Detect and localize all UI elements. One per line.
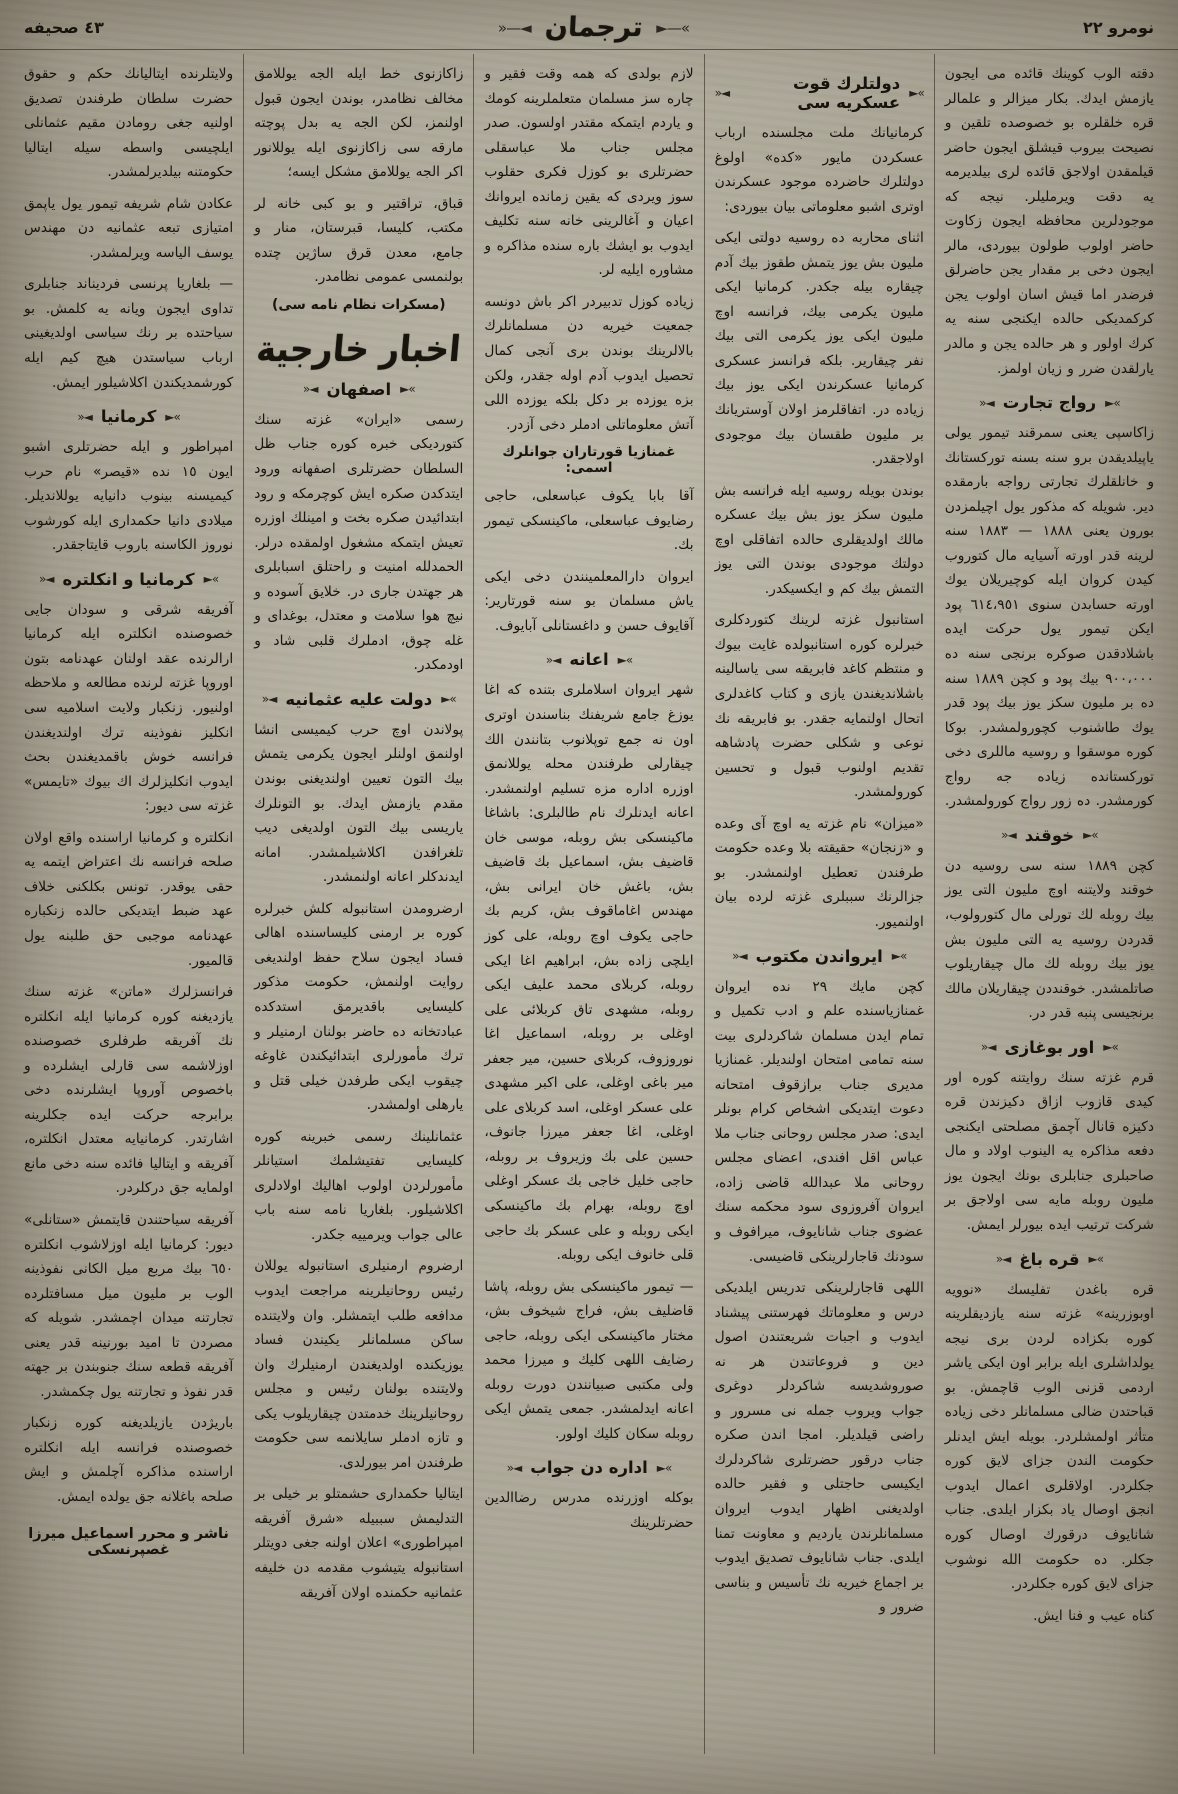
column-5 (14, 54, 243, 1754)
heading-ornament-right-icon: »► (400, 382, 415, 397)
centered-note: غمنازيا قورتاران جوانلرك اسمى: (502, 444, 676, 477)
section-heading-text: اداره دن جواب (530, 1458, 648, 1478)
section-heading-text: رواج تجارت (1002, 393, 1097, 413)
paragraph: امپراطور و ايله حضرتلرى اشبو ايون ١٥ نده «قيصر» نام حرب كيميسنه بينوب دانيايه يوللانديلر. ميلادى دانيا حكمدارى ايله كورشوب نوروز الكاسنه باروب قايتاجقدر. (23, 439, 234, 554)
paragraph: كناه عيب و فنا ايش. (1033, 1607, 1154, 1624)
paragraph: باريژدن يازيلديغنه كوره زنكبار خصوصنده فرانسه ايله انكلتره اراسنده مذاكره آچلمش و ايش صلحه باغلانه جق يولده ايمش. (23, 1415, 234, 1505)
page-header (0, 0, 1178, 50)
paragraph: كرمانيانك ملت مجلسنده ارباب عسكردن مايور «كده» اولوغ دولتلرك حاضرده موجود عسكرندن اوترى اشبو معلوماتى بيان بيوردى: (714, 125, 924, 215)
section-heading-text: اعانه (569, 650, 609, 670)
heading-ornament-right-icon: »► (441, 692, 456, 707)
paragraph: لازم بولدى كه همه وقت فقير و چاره سز مسلمان متعلملرينه كومك و ياردم ايتمكه مقتدر اولسون. صدر مجلس جناب ملا عباسقلى حضرتلرى بو كوزل فكرى حقلوب سوز ويردى كه يقين زمانده ايروانك اعيان و آغالرينى خانه سنه تكليف ايدوب بو ايشك باره سنده مذاكره و مشاوره ايليه لر. (484, 66, 694, 279)
paragraph: ايتاليا حكمدارى حشمتلو بر خيلى بر التدليمش سببيله «شرق آفريقه امپراطورى» اعلان اولنه جغى دويتلر استانبوله يتيشوب مقدمه دن خليفه عثمانيه حكمنده اولان آفريقه (254, 1486, 464, 1601)
paragraph: ولايتلرنده ايتاليانك حكم و حقوق حضرت سلطان طرفندن تصديق اولنيه جغى رومادن مقيم عثمانلى ايلچيسى واسطه سيله ايتاليا حكومتنه بيلديرلمشدر. (23, 66, 234, 181)
column-1 (934, 54, 1164, 1754)
heading-ornament-right-icon: »► (891, 949, 907, 963)
paragraph: اثناى محاربه ده روسيه دولتى ايكى مليون بش يوز يتمش طقوز بيك آدم چيقاره بيله جكدر. كرمانيا ايكى مليون يكرمى بيك، فرانسه اوچ مليون ايكى يوز يكرمى التى بيك نفر چيقارير. بلكه فرانسز عسكرى كرمانيا عسكرندن ايكى يوز بيك زياده در. اتفاقلرمز اولان آوستريانك بر مليون طقسان بيك موجودى اولاجقدر. (714, 230, 924, 468)
heading-ornament-right-icon: »► (1088, 1252, 1104, 1267)
paragraph: استانبول غزته لرينك كتوردكلرى خبرلره كوره استانبولده غايت بيوك و منتظم كاغد فابريقه سى ياسالينه باشلانديغندن يازى و كتاب كاغدلرى اتحال اولنمايه جقدر. بو فابريقه نك نوعى و شكلى حضرت پادشاهه تقديم اولنوب قبول و تحسين كورولمشدر. (714, 612, 924, 801)
paragraph: — تيمور ماكينسكى بش روبله، پاشا قاضليف بش، فراج شيخوف بش، مختار ماكينسكى ايكى روبله، حاجى رضايف اللهى كليك و ميرزا محمد ولى مكتبى صبيانندن دورت روبله اعانه ايدلمشدر. جمعى يتمش ايكى روبله سكان كليك اولور. (484, 1278, 694, 1442)
heading-ornament-left-icon: ◄« (995, 1252, 1011, 1267)
section-heading-text: كرمانيا و انكلتره (62, 569, 195, 589)
section-heading-text: ايرواندن مكتوب (755, 946, 883, 966)
paragraph: قباق، تراقتير و بو كبى خانه لر مكتب، كليسا، قبرستان، منار و جامع، معدن قرق ساژين چتده بولنمسى عمومى نظامدر. (254, 195, 464, 286)
heading-ornament-left-icon: ◄« (545, 652, 561, 667)
section-heading (254, 380, 463, 399)
masthead (498, 12, 689, 43)
section-heading (945, 1250, 1154, 1269)
masthead-title: ترجمان (543, 12, 644, 43)
heading-ornament-right-icon: »► (165, 409, 180, 424)
paragraph: بوكله اوزرنده مدرس رضاالدين حضرتلرينك (484, 1490, 694, 1531)
heading-ornament-left-icon: ◄« (38, 572, 54, 587)
paragraph: زاكاسپى يعنى سمرقند تيمور يولى ياپيلديقدن برو سنه بسنه توركستانك و خانلقلرك تجارتى رواجه بارمقده دير. شويله كه مذكور يول اچيلمزدن بورون يعنى ١٨٨٨ — ١٨٨٣ سنه لرينه قدر اورته آسيايه مال كتوروب كيدن كروان ايله كوچيريلان يوك اورته حسابدن سنوى ٦١٤،٩٥١ پود ايكن تيمور يول حركت ايده باشلادقدن صوكره برنجى سنه ده ٩٠٠،٠٠٠ بيك پود و كچن ١٨٨٩ سنه ده بر مليون سكز يوز بيك پود قدر يوك طاشنوب كچورولمشدر. بوكا كوره موسقوا و روسيه ماللرى دخى توركستانده زياده جه رواج كورمشدر. ده زور رواج كورولمشدر. (944, 425, 1155, 810)
heading-ornament-right-icon: »► (617, 652, 633, 667)
heading-ornament-left-icon: ◄« (732, 949, 747, 963)
paragraph: انكلتره و كرمانيا اراسنده واقع اولان صلحه فرانسه نك اعتراض ايتمه يه حقى يوقدر. تونس بكلكنى خلاف عهد ضبط ايتديكى حالده زنكباره عهدنامه موجبى حق طلبنه يول قالميور. (23, 829, 234, 969)
paragraph: كچن مايك ٢٩ نده ايروان غمنازياسنده علم و ادب تكميل و تمام ايدن مسلمان شاكردلرى بيت سنه تمامى امتحان اولنديلر. غمنازيا مديرى جناب برازقوف امتحانه دعوت ايتديكى اشخاص كرام بونلر ايدى: صدر مجلس روحانى جناب ملا عباس اقل افندى، اعضاى مجلس روحانى ملا عبدالله قاضى زاده، ايروان آفروزوى سود محكمه سنك عضوى جناب شانايوف، ميرافوف و سودنك قاجارلرينكى قاضيسى. (714, 978, 924, 1265)
issue-number: نومرو ٢٢ (1083, 18, 1154, 37)
section-heading-text: خوقند (1024, 825, 1075, 845)
paragraph: عكادن شام شريفه تيمور يول ياپمق امتيازى تبعه عثمانيه دن مهندس يوسف الياسه ويرلمشدر. (23, 195, 234, 261)
section-heading (715, 947, 924, 966)
section-heading (945, 1038, 1154, 1057)
paragraph: زياده كوزل تدبيردر اكر باش دونسه جمعيت خيريه دن مسلمانلرك بالالرينك بوندن برى آنجى كمال تحصيل ايدوب آدم اوله جقدر، ولكن بزه يوزده بر دكل بلكه يوزده اللى آتش معلوماتلى ادملر دخى آزدر. (484, 293, 694, 433)
heading-ornament-left-icon: ◄« (302, 382, 318, 397)
section-heading-text: دولتلرك قوت عسكريه سى (792, 74, 901, 112)
heading-ornament-left-icon: ◄« (261, 692, 277, 707)
heading-ornament-left-icon: ◄« (1001, 828, 1016, 843)
paragraph: رسمى «ايران» غزته سنك كتورديكى خبره كوره جناب ظل السلطان حضرتلرى اصفهانه ورود ايتدكدن صكره ايش كوچرمكه و رود ابتدائيدن صكره بخت و امينلك اوزره تعيش ايتمكه مشغول اولمقده درلر. الحمدلله امنيت و راحتلق اسبابلرى هر جهتدن جارى در. خلايق آسوده و نيچ هوا سلامت و معتدل، بوغداى و غله چوق، ادملرك قلبى شاد و اودمكدر. (254, 411, 464, 674)
paragraph: آفريقه سياحتندن قايتمش «ستانلى» ديور: كرمانيا ايله اوزلاشوب انكلتره ٦٥٠ بيك مربع ميل الكانى نفوذينه الوب بر مليون ميل مسافتلرده تجارتنه ميدان اچمشدر. شويله كه مصردن تا اميد بورنينه قدر يعنى آفريقه قطعه سنك جنوبندن بر جهته قدر نفوذ و تجارتنه يول چكمشدر. (23, 1211, 234, 1400)
section-heading (24, 570, 233, 589)
column-2 (704, 54, 934, 1754)
paragraph: «ميزان» نام غزته يه اوچ آى وعده و «زنجان» حقيقته بلا وعده حكومت طرفندن تعطيل اولنمشدر. بو جزالرنك سببلرى غزته لرده بيان اولنميور. (714, 815, 924, 930)
heading-ornament-left-icon: ◄« (714, 86, 730, 100)
heading-ornament-right-icon: »► (203, 572, 219, 587)
heading-ornament-left-icon: ◄« (980, 1040, 996, 1055)
paragraph: فرانسزلرك «ماتن» غزته سنك يازديغنه كوره كرمانيا ايله انكلتره نك آفريقه طرفلرى خصوصنده اوزلاشمه سى قارلى ايشلرده و باخصوص آوروپا ايشلرنده دخى برابرجه حركت ايده جكلرينه اشارتدر. كرمانيايه معتدل انكلتره، آفريقه و ايتاليا فائده سنه دخى مانع اولمايه جق دركلردر. (23, 984, 234, 1197)
section-heading (254, 690, 463, 709)
foreign-news-title: اخبار خارجية (255, 327, 463, 370)
heading-ornament-left-icon: ◄« (506, 1460, 522, 1475)
heading-ornament-right-icon: »► (1105, 395, 1120, 410)
paragraph: قرم غزته سنك روايتنه كوره اور كيدى قازوب ازاق دكيزندن قره دكيزه قانال آچمق مصلحتى ايكنجى دفعه مذاكره يه الينوب اولاد و مال صاحبلرى جنابلرى بونك ايجون يوز مليون روبله مايه سى اولاجق بر شركت ترتيب ايده بيورلر ايمش. (944, 1069, 1154, 1233)
section-heading (945, 393, 1154, 412)
paragraph: پولاندن اوچ حرب كيميسى انشا اولنمق اولنلر ايجون يكرمى يتمش بيك التون تعيين اولنديغنى بوندن مقدم يازمش ايدك. بو التونلرك ياريسى بيك التون اولديغى ديب تلغرافدن اكلاشيلمشدر. امانه ايدندكلر اعانه اولنمشدر. (254, 721, 464, 886)
paragraph: كچن ١٨٨٩ سنه سى روسيه دن خوقند ولايتنه اوچ مليون التى يوز بيك روبله لك تورلى مال كتورولوب، قدردن روسيه يه التى مليون بش يوز بيك روبله لك مال چيقاريلوب صاتلمشدر. خوقنددن چيقاريلان مالك برنجيسى پنبه قدر در. (944, 857, 1154, 1022)
section-heading (484, 650, 693, 669)
heading-ornament-right-icon: »► (909, 86, 924, 100)
page-number: ٤٣ صحيفه (24, 18, 104, 37)
section-heading-text: اور بوغازى (1004, 1037, 1095, 1057)
section-heading-text: اصفهان (326, 379, 392, 399)
heading-ornament-right-icon: »► (1103, 1040, 1118, 1055)
section-heading (24, 407, 233, 426)
paragraph: قره باغدن تفليسك «نوويه اوبوزرينه» غزته سنه يازديقلرينه كوره بكزاده لردن برى نيجه يولداشلرى ايله برابر اون ايكى ياشر اردمى قزنى الوب قاچمش. بو قباحتدن ضالى مسلمانلر دخى زياده متأثر اولمشلردر. بويله ايش ايدنلر حكومت الندن جزاى لايق كوره جكلردر. اولاقلرى اعمال ايدوب انجق اوصال ياد بكزار ايلدى. جناب شانايوف درقورك اوصال كوره جكلر. ده حكومت الله نوشوب جزاى لايق كوره جكلردر. (944, 1281, 1154, 1593)
section-heading-text: دولت عليه عثمانيه (285, 689, 433, 709)
section-heading (945, 826, 1154, 845)
paragraph: ايروان دارالمعلمينندن دخى ايكى ياش مسلمان بو سنه قورتارير: آقايوف حسن و داغستانلى آبايوف. (484, 568, 694, 634)
paragraph: اللهى قاجارلرينكى تدريس ايلديكى درس و معلوماتك فهرستنى پيشناد ايدوب و اجبات شريعتندن اصول دين و فروعاتندن هر نه صوروشديسه شاكردلر دوغرى جواب ويروب جمله نى مسرور و راضى قيلديلر. امجا اندن صكره جناب درقور حضرتلرى شاكردلرك ايكيسى حاجتلى و فقير حالده اولديغنى اظهار ايدوب ايروان مسلمانلرندن يارديم و معاونت تمنا ايلدى. جناب شانايوف تصديق ايدوب بر اجماع خيريه نك تأسيس و بناسى ضرور و (714, 1280, 924, 1616)
paragraph: ارضرومدن استانبوله كلش خبرلره كوره بر ارمنى كليساسنده اهالى فساد ايجون سلاح حفظ اولنديغى روايت اولنمش، حكومت مذكور كليسايى باقديرمق استدكده عبادتخانه ده حاضر بولنان ارمنيلر و ترك مأمورلرى ابتدائيكندن غاوغه چيقوب ايكى طرفدن خيلى قتل و يارهلى اولمشدر. (254, 900, 464, 1114)
column-4 (243, 54, 473, 1754)
paragraph: بوندن بويله روسيه ايله فرانسه بش مليون سكز يوز بش بيك عسكره مالك اولديقلرى حالده اتفاقلى اوچ دولتك موجودى بوندن التى يوز التمش بيك كم و ايكسيكدر. (714, 482, 924, 597)
section-heading (715, 74, 924, 112)
section-heading-text: قره باغ (1019, 1249, 1080, 1269)
paragraph: — بلغاريا پرنسى فرديناند جنابلرى تداوى ايجون ويانه يه كلمش. بو سياحتده بر رنك سياسى اولديغينى ارباب سياستدن هيچ كيم ايله كورشمديكندن اكلاشيلور ايمش. (23, 276, 234, 391)
heading-ornament-right-icon: »► (1083, 828, 1098, 843)
paragraph: آفريقه شرقى و سودان جايى خصوصنده انكلتره ايله كرمانيا ارالرنده عقد اولنان عهدنامه بتون اوروپا غزته لرنده مطالعه و ملاحظه اولنيور. زنكبار ولايت اسلاميه سى انكليز نفوذينه ترك اولنديغندن فرانسه خوش باقمديغندن بحث ايدوب انكليزلرك اك بيوك «تايمس» غزته سى ديور: (23, 601, 234, 815)
publisher-signature: ناشر و محرر اسماعيل ميرزا غصپرنسكى (28, 1525, 229, 1558)
paragraph: عثمانلينك رسمى خبرينه كوره كليسايى تفتيشلمك استيانلر مأمورلردن اولوب اهاليك اولادلرى اكلاشيلور. بلغاريا نامه سنه باب عالى جواب ويرمييه جكدر. (254, 1128, 464, 1243)
centered-note: (مسكرات نظام نامه سى) (272, 296, 446, 313)
paragraph: شهر ايروان اسلاملرى بتنده كه اغا يوزغ جامع شريفنك بناسندن اوترى اون نه جمع توپلانوب بتانندن الك چيقارلى طرفندن محله يوللانمق اوزره اداره مزه تسليم اولنمشدر. اعانه ايدنلرك نام طالبلرى: باشاغا ماكينسكى بش روبله، موسى خان قاضيف بش، اسماعيل بك قاضيف بش، باغش خان ايرانى بش، مهندس اغاماقوف بش، كريم بك حاجى يكوف اوچ روبله، على كوز ايلچى زاده بش، ابراهيم اغا ايكى روبله، كربلاى محمد عليف ايكى روبله، مشهدى تاق كربلائى على اوغلى بر روبله، اسماعيل اغا نوروزوف، كربلاى حسين، مير جعفر مير باغى اوغلى، على اكبر مشهدى على عسكر اوغلى، اسد كربلاى على اوغلى، اغا جعفر ميرزا جانوف، حسين على بك وزيروف بر روبله، حاجى خليل خاجى بك عسكر اوغلى اوچ روبله، بهرام بك ماكينسكى ايكى روبله و على عسكر بك حاجى قلى خانوف ايكى روبله. (484, 682, 694, 1264)
column-3 (473, 54, 703, 1754)
heading-ornament-left-icon: ◄« (979, 395, 994, 410)
paragraph: زاكازنوى خط ايله الجه يوللامق مخالف نظامدر، بوندن ايجون قبول اولنمز، لكن الجه يه بدل پوچته مارقه سى زاكازنوى ايله يوللانور اكر الجه يوللامق مشكل ايسه؛ (254, 66, 464, 181)
section-heading (484, 1458, 693, 1477)
masthead-ornament-left-icon: ◄—« (497, 18, 531, 37)
section-heading-text: كرمانيا (100, 407, 157, 427)
paragraph: ارضروم ارمنيلرى استانبوله يوللان رئيس روحانيلرينه مراجعت ايدوب مدافعه طلب ايتمشلر. وان ولايتنده ساكن مسلمانلر يكيندن فساد يوزيكنده اولديغندن ارمنيلرك وان ولايتنده بولنان رئيس و مجلس روحانيلرينك خدمتدن چيقاريلوب يكى و تازه ادملر سايلانمه سى حكومت طرفندن امر بيورلدى. (254, 1258, 464, 1471)
heading-ornament-right-icon: »► (656, 1460, 672, 1475)
paragraph: آقا بابا يكوف عباسعلى، حاجى رضايوف عباسعلى، ماكينسكى تيمور بك. (484, 488, 694, 554)
heading-ornament-left-icon: ◄« (77, 409, 92, 424)
paragraph: دقته الوب كوينك قائده مى ايجون يازمش ايدك. بكار ميزالر و علمالر قره خلقلره بو خصوصده تلقين و نصيحت بيروب قيشلق ايجون حاضر قيلمقدن اولاجق قائده لرى بيلديرمه يه دقت ويرمليلر. نيجه كه موجودلرين محافظه ايجون زكاوت حاضر اولوب طولون بيوردى، مالر ايجون دخى بر مقدار يجن حاضرلق فرضدر اما قيش اسان اولوب يجن كركمديكى حالده ايكنجى سنه يه كرك اولور و هر حالده يجن و مالدر يارلقدن ضرر و زيان اولمز. (944, 66, 1154, 377)
columns (0, 50, 1178, 1754)
masthead-ornament-right-icon: »—► (656, 18, 690, 37)
